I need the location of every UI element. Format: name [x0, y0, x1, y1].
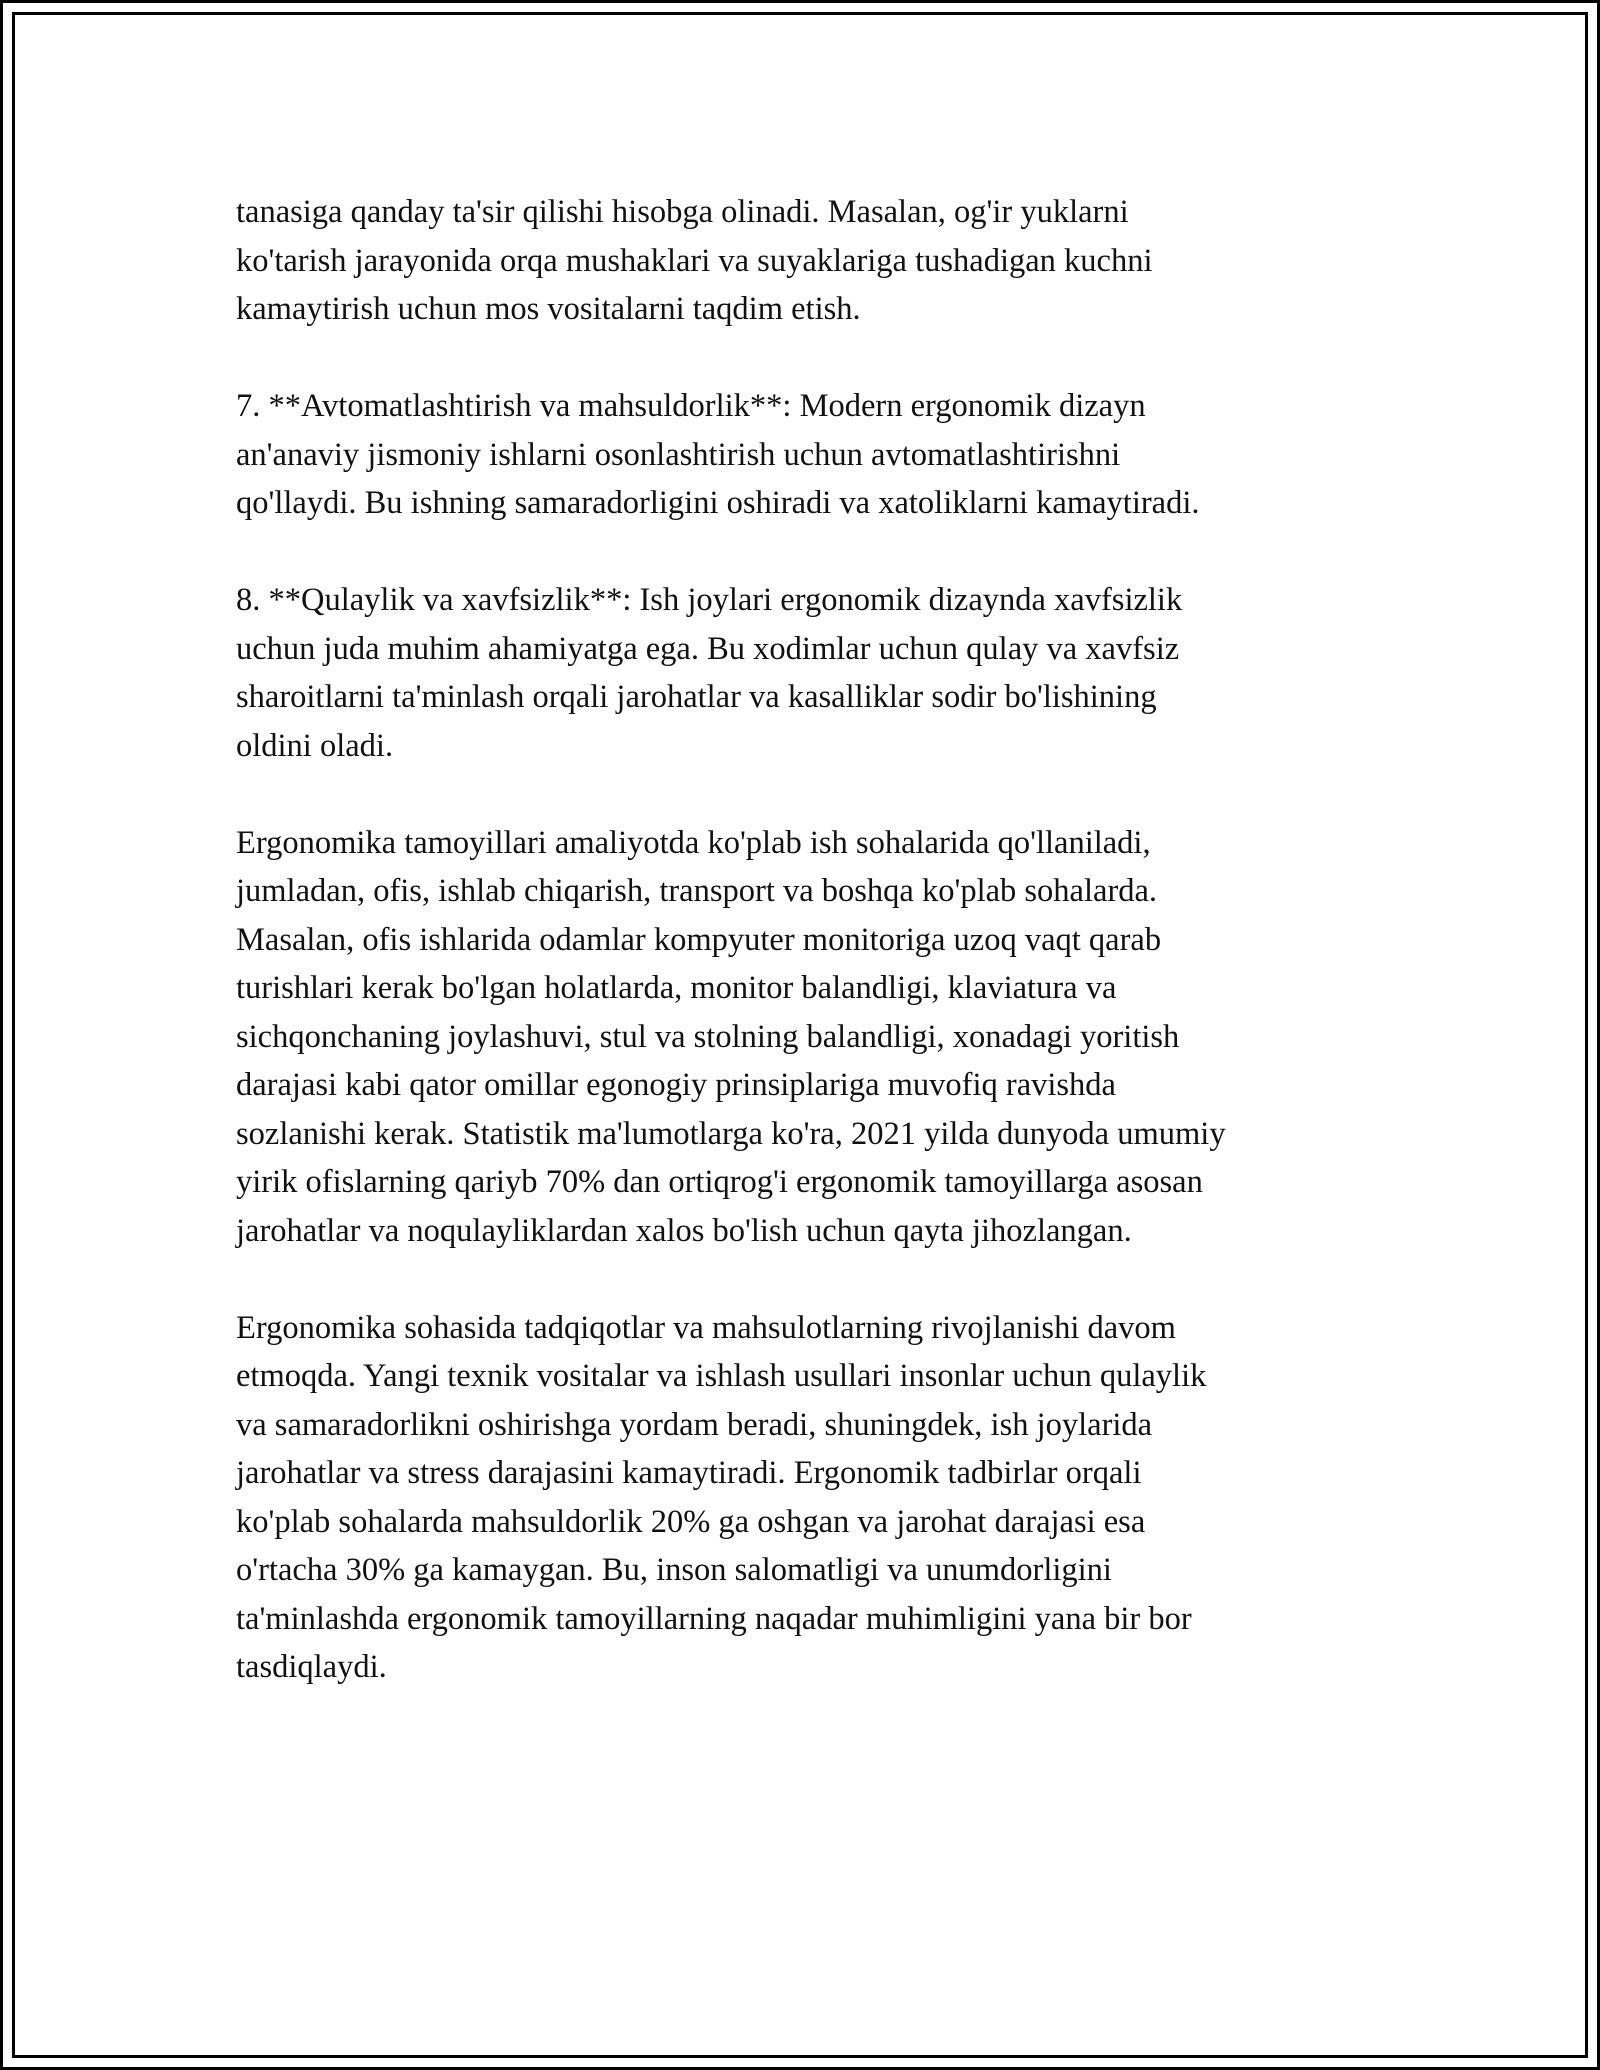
text-line: sichqonchaning joylashuvi, stul va stolning balandligi, xonadagi yoritish: [236, 1018, 1180, 1055]
text-line: sharoitlarni ta'minlash orqali jarohatlar va kasalliklar sodir bo'lishining: [236, 679, 1157, 715]
text-line: qo'llaydi. Bu ishning samaradorligini oshiradi va xatoliklarni kamaytiradi.: [236, 485, 1200, 521]
text-line: darajasi kabi qator omillar egonogiy prinsiplariga muvofiq ravishda: [236, 1067, 1116, 1103]
text-line: o'rtacha 30% ga kamaygan. Bu, inson salomatligi va unumdorligini: [236, 1552, 1112, 1588]
paragraph-ergonomic-load: [236, 188, 1396, 334]
text-line: jarohatlar va noqulayliklardan xalos bo'lish uchun qayta jihozlangan.: [236, 1212, 1132, 1249]
text-line: kamaytirish uchun mos vositalarni taqdim etish.: [236, 291, 861, 327]
text-line: Ergonomika tamoyillari amaliyotda ko'plab ish sohalarida qo'llaniladi,: [236, 824, 1151, 861]
text-line: ta'minlashda ergonomik tamoyillarning naqadar muhimligini yana bir bor: [236, 1600, 1192, 1637]
text-line: Masalan, ofis ishlarida odamlar kompyuter monitoriga uzoq vaqt qarab: [236, 921, 1162, 958]
text-line: tasdiqlaydi.: [236, 1649, 387, 1685]
text-line: ko'plab sohalarda mahsuldorlik 20% ga oshgan va jarohat darajasi esa: [236, 1503, 1146, 1540]
text-line: oldini oladi.: [236, 727, 394, 764]
text-line: jarohatlar va stress darajasini kamaytiradi. Ergonomik tadbirlar orqali: [236, 1455, 1142, 1491]
text-line: 7. **Avtomatlashtirish va mahsuldorlik**: Modern ergonomik dizayn: [236, 388, 1146, 424]
text-line: yirik ofislarning qariyb 70% dan ortiqrog'i ergonomik tamoyillarga asosan: [236, 1164, 1203, 1200]
paragraph-ergonomics-research: [236, 1304, 1396, 1692]
text-line: etmoqda. Yangi texnik vositalar va ishlash usullari insonlar uchun qulaylik: [236, 1358, 1207, 1394]
text-line: 8. **Qulaylik va xavfsizlik**: Ish joylari ergonomik dizaynda xavfsizlik: [236, 582, 1183, 618]
paragraph-item-8-safety: [236, 576, 1396, 770]
text-line: an'anaviy jismoniy ishlarni osonlashtirish uchun avtomatlashtirishni: [236, 436, 1121, 473]
text-line: va samaradorlikni oshirishga yordam beradi, shuningdek, ish joylarida: [236, 1406, 1153, 1443]
paragraph-item-7-automation: [236, 382, 1396, 528]
text-line: turishlari kerak bo'lgan holatlarda, monitor balandligi, klaviatura va: [236, 970, 1117, 1006]
text-line: Ergonomika sohasida tadqiqotlar va mahsulotlarning rivojlanishi davom: [236, 1309, 1176, 1346]
text-line: jumladan, ofis, ishlab chiqarish, transport va boshqa ko'plab sohalarda.: [236, 873, 1158, 909]
text-line: sozlanishi kerak. Statistik ma'lumotlarga ko'ra, 2021 yilda dunyoda umumiy: [236, 1115, 1226, 1152]
text-line: tanasiga qanday ta'sir qilishi hisobga olinadi. Masalan, og'ir yuklarni: [236, 194, 1129, 230]
text-line: uchun juda muhim ahamiyatga ega. Bu xodimlar uchun qulay va xavfsiz: [236, 630, 1180, 667]
text-line: ko'tarish jarayonida orqa mushaklari va suyaklariga tushadigan kuchni: [236, 242, 1153, 279]
document-body: [236, 188, 1396, 1740]
paragraph-ergonomics-practice: [236, 819, 1396, 1256]
